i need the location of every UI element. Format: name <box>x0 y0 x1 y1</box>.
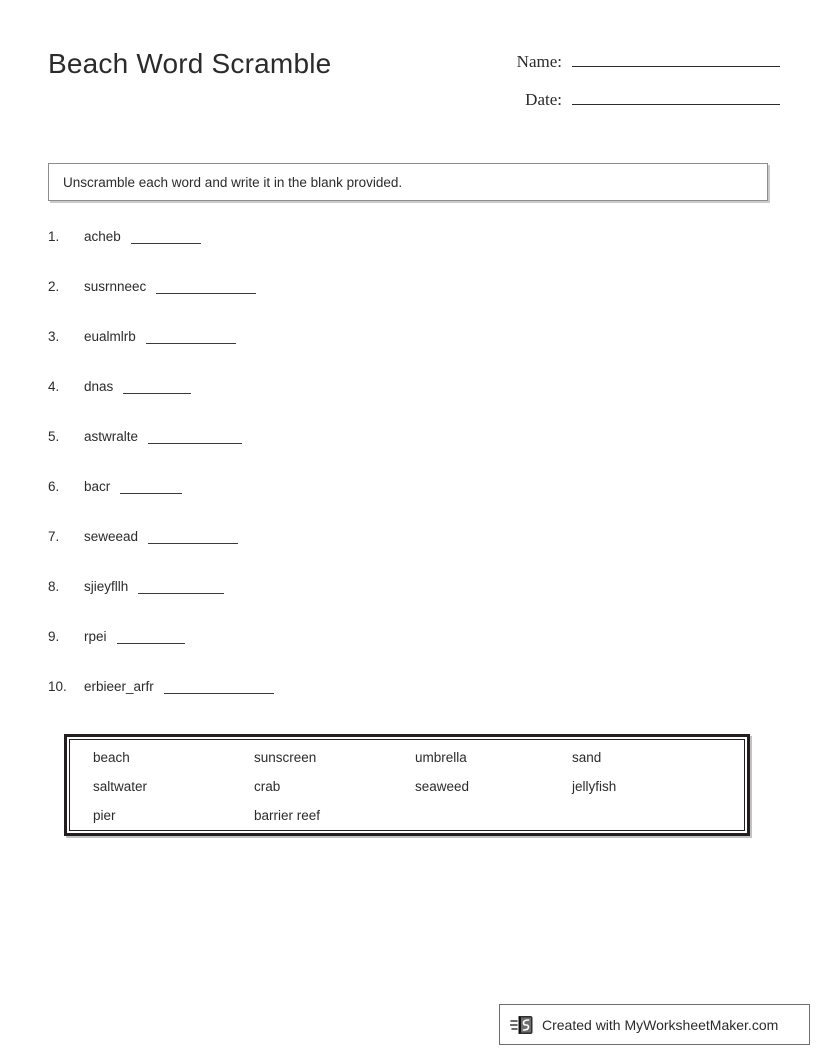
instruction-box <box>48 163 768 201</box>
word-bank-grid <box>67 737 753 839</box>
problem-row <box>48 578 768 628</box>
problem-number: 6. <box>48 479 60 494</box>
footer-attribution-badge[interactable] <box>499 1004 810 1045</box>
word-bank-word[interactable]: pier <box>93 808 116 823</box>
word-bank-word[interactable]: sunscreen <box>254 750 317 765</box>
problem-number: 7. <box>48 529 60 544</box>
answer-blank[interactable] <box>120 478 182 494</box>
problem-number: 4. <box>48 379 60 394</box>
date-input-line[interactable] <box>572 88 780 105</box>
word-bank-word[interactable]: jellyfish <box>572 779 617 794</box>
answer-blank[interactable] <box>123 378 191 394</box>
name-date-block <box>500 50 780 126</box>
problem-number: 1. <box>48 229 60 244</box>
scrambled-word: bacr <box>84 479 111 494</box>
problem-row <box>48 428 768 478</box>
word-bank-word[interactable]: sand <box>572 750 602 765</box>
scrambled-word: susrnneec <box>84 279 147 294</box>
answer-blank[interactable] <box>131 228 201 244</box>
word-bank-row <box>93 778 753 807</box>
word-bank-word[interactable]: seaweed <box>415 779 470 794</box>
problem-row <box>48 228 768 278</box>
problem-row <box>48 678 768 728</box>
scrambled-word: dnas <box>84 379 114 394</box>
scrambled-word: sjieyfllh <box>84 579 129 594</box>
name-label: Name: <box>516 52 562 71</box>
scrambled-word: acheb <box>84 229 121 244</box>
problem-number: 2. <box>48 279 60 294</box>
word-bank-word[interactable]: umbrella <box>415 750 467 765</box>
word-bank-word[interactable]: saltwater <box>93 779 148 794</box>
answer-blank[interactable] <box>148 428 242 444</box>
answer-blank[interactable] <box>146 328 236 344</box>
name-row <box>500 50 780 88</box>
page-title: Beach Word Scramble <box>48 48 332 79</box>
answer-blank[interactable] <box>138 578 224 594</box>
worksheet-header <box>0 0 816 130</box>
problem-row <box>48 478 768 528</box>
problem-row <box>48 628 768 678</box>
scrambled-word: seweead <box>84 529 139 544</box>
problem-list <box>48 228 768 728</box>
problem-row <box>48 278 768 328</box>
problem-row <box>48 528 768 578</box>
date-row <box>500 88 780 126</box>
problem-number: 5. <box>48 429 60 444</box>
word-bank-word[interactable]: barrier reef <box>254 808 321 823</box>
answer-blank[interactable] <box>164 678 274 694</box>
instruction-text: Unscramble each word and write it in the blank provided. <box>63 175 403 190</box>
name-input-line[interactable] <box>572 50 780 67</box>
problem-row <box>48 328 768 378</box>
problem-number: 8. <box>48 579 60 594</box>
word-bank-word[interactable]: beach <box>93 750 130 765</box>
word-bank-row <box>93 749 753 778</box>
scrambled-word: rpei <box>84 629 107 644</box>
myworksheetmaker-logo-icon <box>510 1012 536 1038</box>
problem-row <box>48 378 768 428</box>
footer-attribution-text: Created with MyWorksheetMaker.com <box>542 1016 779 1033</box>
word-bank-word[interactable]: crab <box>254 779 281 794</box>
problem-number: 3. <box>48 329 60 344</box>
problem-number: 10. <box>48 679 67 694</box>
answer-blank[interactable] <box>148 528 238 544</box>
scrambled-word: astwralte <box>84 429 139 444</box>
scrambled-word: eualmlrb <box>84 329 136 344</box>
scrambled-word: erbieer_arfr <box>84 679 154 694</box>
answer-blank[interactable] <box>117 628 185 644</box>
problem-number: 9. <box>48 629 60 644</box>
word-bank-box <box>64 734 750 836</box>
word-bank-row <box>93 807 753 836</box>
date-label: Date: <box>525 90 562 109</box>
answer-blank[interactable] <box>156 278 256 294</box>
